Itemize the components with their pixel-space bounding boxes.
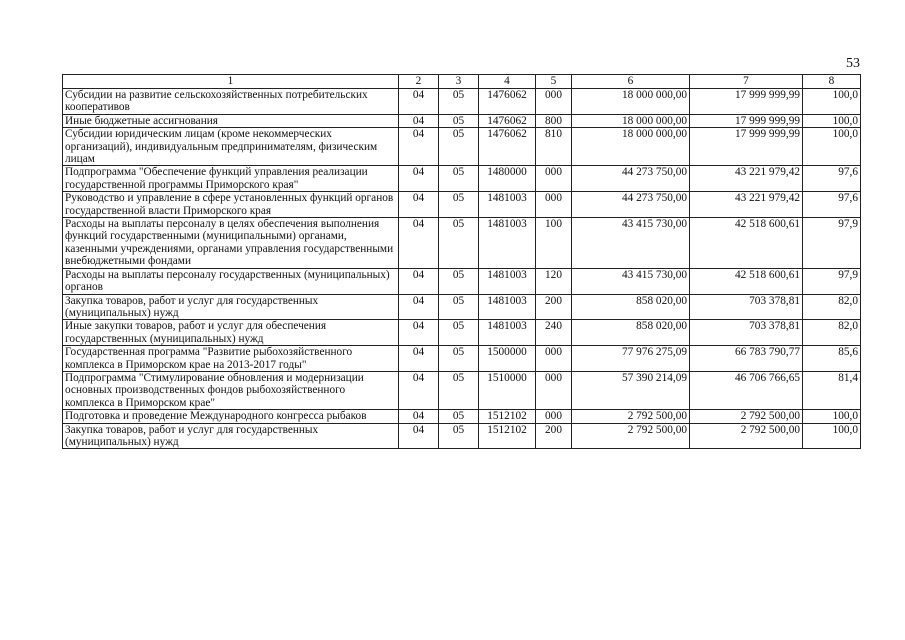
row-target-article-code: 1481003 [479,218,536,269]
row-target-article-code: 1512102 [479,423,536,449]
row-subsection-code: 05 [439,114,479,127]
table-row [63,268,861,294]
header-cell: 8 [803,75,861,89]
row-target-article-code: 1481003 [479,268,536,294]
row-planned-amount: 43 415 730,00 [572,268,690,294]
table-row [63,320,861,346]
row-name: Подпрограмма "Стимулирование обновления и модернизации основных производственных фондов рыбохозяйственного комплекса в Приморском крае" [63,371,399,409]
row-section-code: 04 [399,410,439,423]
row-execution-percent: 100,0 [803,423,861,449]
row-execution-percent: 81,4 [803,371,861,409]
row-planned-amount: 77 976 275,09 [572,346,690,372]
row-subsection-code: 05 [439,410,479,423]
row-expense-type-code: 000 [536,192,572,218]
row-section-code: 04 [399,218,439,269]
row-section-code: 04 [399,423,439,449]
row-name: Руководство и управление в сфере установленных функций органов государственной власти Приморского края [63,192,399,218]
table-row [63,218,861,269]
row-planned-amount: 18 000 000,00 [572,128,690,166]
row-execution-percent: 97,9 [803,268,861,294]
row-name: Закупка товаров, работ и услуг для государственных (муниципальных) нужд [63,294,399,320]
header-cell: 4 [479,75,536,89]
row-execution-percent: 100,0 [803,410,861,423]
row-expense-type-code: 000 [536,410,572,423]
row-planned-amount: 2 792 500,00 [572,423,690,449]
row-name: Расходы на выплаты персоналу государственных (муниципальных) органов [63,268,399,294]
row-section-code: 04 [399,89,439,115]
row-section-code: 04 [399,320,439,346]
row-executed-amount: 66 783 790,77 [690,346,803,372]
row-name: Субсидии юридическим лицам (кроме некоммерческих организаций), индивидуальным предпринимателям, физическим лицам [63,128,399,166]
header-cell: 2 [399,75,439,89]
row-expense-type-code: 000 [536,89,572,115]
row-target-article-code: 1480000 [479,166,536,192]
row-expense-type-code: 200 [536,423,572,449]
row-expense-type-code: 800 [536,114,572,127]
row-subsection-code: 05 [439,320,479,346]
table-row [63,423,861,449]
row-name: Иные бюджетные ассигнования [63,114,399,127]
page-number: 53 [846,56,860,71]
row-execution-percent: 100,0 [803,128,861,166]
row-section-code: 04 [399,346,439,372]
row-subsection-code: 05 [439,89,479,115]
row-executed-amount: 46 706 766,65 [690,371,803,409]
row-subsection-code: 05 [439,268,479,294]
table-row [63,410,861,423]
row-planned-amount: 43 415 730,00 [572,218,690,269]
row-name: Субсидии на развитие сельскохозяйственных потребительских кооперативов [63,89,399,115]
row-execution-percent: 100,0 [803,114,861,127]
row-subsection-code: 05 [439,166,479,192]
row-name: Иные закупки товаров, работ и услуг для обеспечения государственных (муниципальных) нужд [63,320,399,346]
row-name: Расходы на выплаты персоналу в целях обеспечения выполнения функций государственными (муниципальными) органами, казенными учреждениями, органами управления государственными внебюджетными фондами [63,218,399,269]
row-execution-percent: 97,6 [803,192,861,218]
row-expense-type-code: 000 [536,166,572,192]
header-cell: 5 [536,75,572,89]
row-subsection-code: 05 [439,371,479,409]
row-planned-amount: 44 273 750,00 [572,192,690,218]
row-subsection-code: 05 [439,128,479,166]
row-executed-amount: 43 221 979,42 [690,166,803,192]
row-target-article-code: 1476062 [479,114,536,127]
row-executed-amount: 43 221 979,42 [690,192,803,218]
row-execution-percent: 85,6 [803,346,861,372]
header-cell: 1 [63,75,399,89]
header-row [63,75,861,89]
row-name: Закупка товаров, работ и услуг для государственных (муниципальных) нужд [63,423,399,449]
row-planned-amount: 858 020,00 [572,294,690,320]
row-planned-amount: 57 390 214,09 [572,371,690,409]
row-expense-type-code: 810 [536,128,572,166]
row-executed-amount: 17 999 999,99 [690,128,803,166]
row-target-article-code: 1476062 [479,89,536,115]
row-expense-type-code: 000 [536,346,572,372]
row-name: Государственная программа "Развитие рыбохозяйственного комплекса в Приморском крае на 2013-2017 годы" [63,346,399,372]
budget-table [62,74,861,449]
row-subsection-code: 05 [439,294,479,320]
row-section-code: 04 [399,268,439,294]
row-section-code: 04 [399,192,439,218]
row-target-article-code: 1481003 [479,320,536,346]
row-section-code: 04 [399,128,439,166]
row-subsection-code: 05 [439,192,479,218]
row-target-article-code: 1510000 [479,371,536,409]
row-section-code: 04 [399,371,439,409]
row-executed-amount: 703 378,81 [690,294,803,320]
row-target-article-code: 1476062 [479,128,536,166]
row-executed-amount: 42 518 600,61 [690,218,803,269]
header-cell: 6 [572,75,690,89]
row-expense-type-code: 240 [536,320,572,346]
row-target-article-code: 1500000 [479,346,536,372]
table-row [63,166,861,192]
table-row [63,128,861,166]
table-row [63,294,861,320]
row-execution-percent: 82,0 [803,320,861,346]
row-planned-amount: 44 273 750,00 [572,166,690,192]
row-execution-percent: 100,0 [803,89,861,115]
table-body [63,89,861,449]
table-row [63,371,861,409]
row-planned-amount: 18 000 000,00 [572,89,690,115]
table-row [63,114,861,127]
row-name: Подпрограмма "Обеспечение функций управления реализации государственной программы Приморского края" [63,166,399,192]
row-target-article-code: 1512102 [479,410,536,423]
header-cell: 7 [690,75,803,89]
table-row [63,192,861,218]
row-execution-percent: 97,6 [803,166,861,192]
row-executed-amount: 17 999 999,99 [690,89,803,115]
row-executed-amount: 17 999 999,99 [690,114,803,127]
row-name: Подготовка и проведение Международного конгресса рыбаков [63,410,399,423]
row-section-code: 04 [399,166,439,192]
row-subsection-code: 05 [439,218,479,269]
row-execution-percent: 97,9 [803,218,861,269]
row-planned-amount: 858 020,00 [572,320,690,346]
row-section-code: 04 [399,114,439,127]
row-subsection-code: 05 [439,423,479,449]
row-expense-type-code: 000 [536,371,572,409]
header-cell: 3 [439,75,479,89]
row-target-article-code: 1481003 [479,294,536,320]
row-target-article-code: 1481003 [479,192,536,218]
row-executed-amount: 2 792 500,00 [690,410,803,423]
row-expense-type-code: 100 [536,218,572,269]
row-subsection-code: 05 [439,346,479,372]
row-executed-amount: 2 792 500,00 [690,423,803,449]
row-expense-type-code: 120 [536,268,572,294]
row-executed-amount: 703 378,81 [690,320,803,346]
table-row [63,346,861,372]
row-planned-amount: 2 792 500,00 [572,410,690,423]
row-section-code: 04 [399,294,439,320]
row-executed-amount: 42 518 600,61 [690,268,803,294]
row-planned-amount: 18 000 000,00 [572,114,690,127]
row-expense-type-code: 200 [536,294,572,320]
row-execution-percent: 82,0 [803,294,861,320]
table-row [63,89,861,115]
